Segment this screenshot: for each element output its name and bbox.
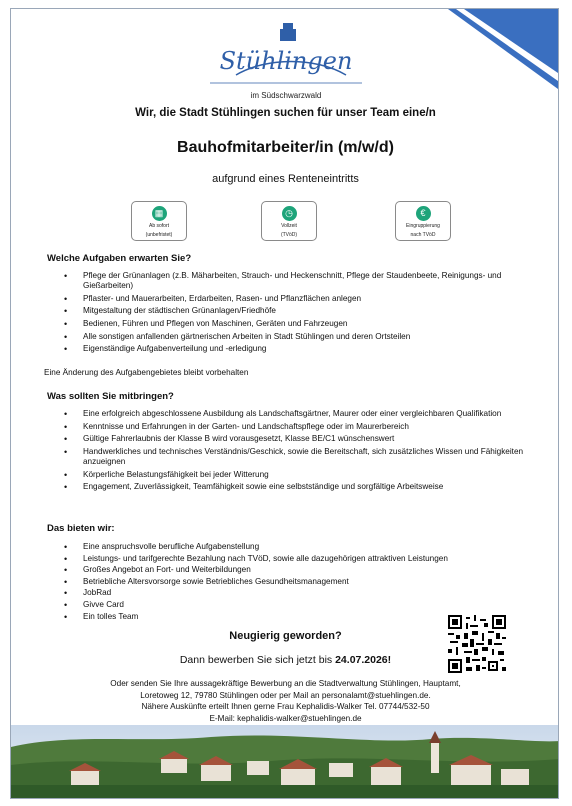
apply-deadline [11, 654, 559, 666]
badge-fulltime [261, 201, 317, 241]
list-item: • Handwerkliches und technisches Verständnis/Geschick, sowie die Bereitschaft, sich zusätzliches Wissen und Fähigkeiten anzueignen [59, 447, 539, 467]
badge-label: Vollzeit [281, 223, 297, 229]
list-item: • Givve Card [59, 600, 539, 610]
contact-line: Loretoweg 12, 79780 Stühlingen oder per Mail an personalamt@stuehlingen.de. [140, 690, 431, 700]
reason-text: aufgrund eines Renteneintritts [212, 173, 359, 185]
list-item: • Betriebliche Altersvorsorge sowie Betriebliches Gesundheitsmanagement [59, 577, 539, 587]
city-logo [206, 17, 366, 103]
badge-pay-grade [395, 201, 451, 241]
list-item: • Ein tolles Team [59, 612, 539, 622]
requirements-heading: Was sollten Sie mitbringen? [47, 391, 174, 402]
euro-icon: € [416, 206, 431, 221]
badge-label: Ab sofort [148, 223, 169, 229]
contact-line: Nähere Auskünfte erteilt Ihnen gerne Frau Kephalidis-Walker Tel. 07744/532-50 [141, 702, 430, 711]
contact-line: Oder senden Sie Ihre aussagekräftige Bewerbung an die Stadtverwaltung Stühlingen, Hauptamt, [110, 679, 461, 688]
list-item: • Eine erfolgreich abgeschlossene Ausbildung als Landschaftsgärtner, Maurer oder einer vergleichbaren Qualifikation [59, 409, 539, 419]
list-item: • Engagement, Zuverlässigkeit, Teamfähigkeit sowie eine selbstständige und sorgfältige Arbeitsweise [59, 482, 539, 492]
list-item: • Großes Angebot an Fort- und Weiterbildungen [59, 565, 539, 575]
badge-label: (unbefristet) [145, 231, 173, 238]
town-photo [11, 725, 559, 799]
list-item: • JobRad [59, 588, 539, 598]
logo-subtitle: im Südschwarzwald [250, 91, 322, 100]
job-title: Bauhofmitarbeiter/in (m/w/d) [177, 139, 394, 156]
offer-heading: Das bieten wir: [47, 523, 115, 534]
badge-start-date [131, 201, 187, 241]
list-item: • Pflege der Grünanlagen (z.B. Mäharbeiten, Strauch- und Heckenschnitt, Pflege der Staudenbeete, Reinigungs- und Gießarbeiten) [59, 271, 539, 291]
list-item: • Eine anspruchsvolle berufliche Aufgabenstellung [59, 542, 539, 552]
list-item: • Pflaster- und Mauerarbeiten, Erdarbeiten, Rasen- und Pflanzflächen anlegen [59, 294, 539, 304]
tasks-heading: Welche Aufgaben erwarten Sie? [47, 253, 192, 264]
offer-list [59, 542, 539, 623]
tasks-note: Eine Änderung des Aufgabengebietes bleibt vorbehalten [44, 368, 249, 377]
building-icon: ▦ [152, 206, 167, 221]
contact-line: E-Mail: kephalidis-walker@stuehlingen.de [209, 713, 362, 723]
requirements-list [59, 409, 539, 495]
list-item: • Leistungs- und tarifgerechte Bezahlung nach TVöD, sowie alle dazugehörigen attraktiven Leistungen [59, 554, 539, 564]
apply-text: Dann bewerben Sie sich jetzt bis [179, 654, 336, 666]
list-item: • Kenntnisse und Erfahrungen in der Garten- und Landschaftspflege oder im Maurerbereich [59, 422, 539, 432]
tasks-list [59, 271, 539, 357]
curious-heading: Neugierig geworden? [229, 630, 342, 642]
logo-script: Stühlingen [219, 47, 353, 75]
badge-label: Eingruppierung [406, 223, 440, 229]
badge-label: nach TVöD [410, 231, 436, 238]
headline: Wir, die Stadt Stühlingen suchen für unser Team eine/n [135, 107, 436, 119]
list-item: • Gültige Fahrerlaubnis der Klasse B wird vorausgesetzt, Klasse BE/C1 wünschenswert [59, 434, 539, 444]
job-posting-page [10, 8, 559, 799]
badge-label: (TVöD) [280, 231, 298, 238]
clock-icon: ◷ [282, 206, 297, 221]
contact-block [31, 678, 540, 724]
apply-date: 24.07.2026! [335, 654, 392, 666]
list-item: • Körperliche Belastungsfähigkeit bei jeder Witterung [59, 470, 539, 480]
list-item: • Bedienen, Führen und Pflegen von Maschinen, Geräten und Fahrzeugen [59, 319, 539, 329]
corner-decoration [448, 9, 558, 89]
list-item: • Alle sonstigen anfallenden gärtnerischen Arbeiten in Stadt Stühlingen und deren Ortsteilen [59, 332, 539, 342]
list-item: • Mitgestaltung der städtischen Grünanlagen/Friedhöfe [59, 306, 539, 316]
list-item: • Eigenständige Aufgabenverteilung und -erledigung [59, 344, 539, 354]
